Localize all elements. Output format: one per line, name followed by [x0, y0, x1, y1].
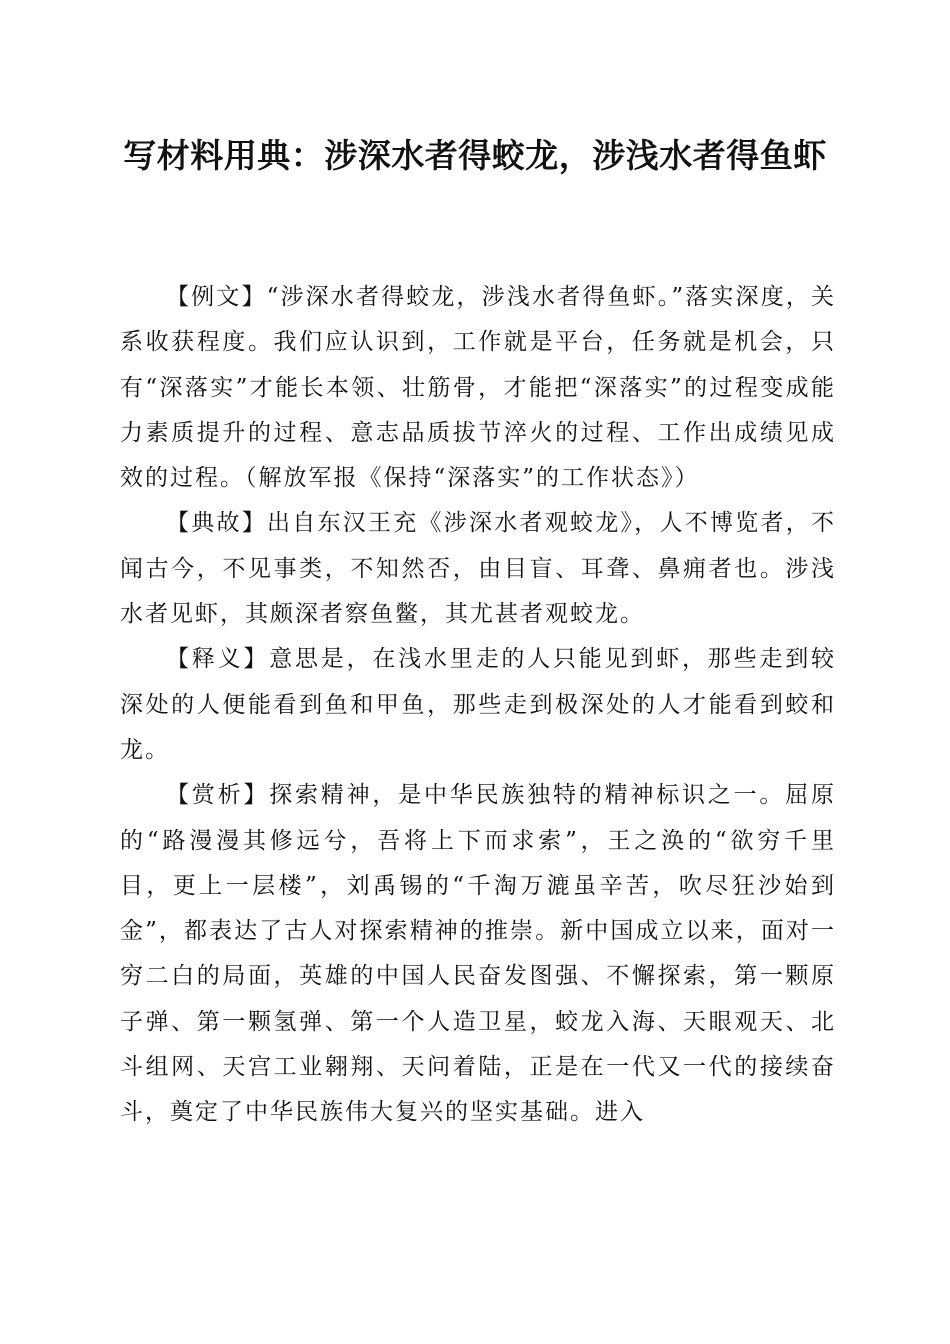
- paragraph-text: “涉深水者得蛟龙，涉浅水者得鱼虾。”落实深度，关系收获程度。我们应认识到，工作就是平台，任务就是机会，只有“深落实”才能长本领、壮筋骨，才能把“深落实”的过程变成能力素质提升的过程、意志品质拔节淬火的过程、工作出成绩见成效的过程。（解放军报《保持“深落实”的工作状态》）: [120, 284, 836, 492]
- paragraph-example: [120, 275, 836, 501]
- paragraph-tag: 【例文】: [166, 284, 267, 310]
- paragraph-allusion: [120, 501, 836, 637]
- paragraph-text: 意思是，在浅水里走的人只能见到虾，那些走到较深处的人便能看到鱼和甲鱼，那些走到极深处的人才能看到蛟和龙。: [120, 646, 837, 763]
- paragraph-appreciation: [120, 773, 836, 1135]
- document-title: 写材料用典：涉深水者得蛟龙，涉浅水者得鱼虾: [123, 136, 827, 175]
- paragraph-text: 出自东汉王充《涉深水者观蛟龙》，人不博览者，不闻古今，不见事类，不知然否，由目盲、耳聋、鼻痈者也。涉浅水者见虾，其颇深者察鱼鳖，其尤甚者观蛟龙。: [120, 510, 836, 628]
- document-body: [120, 275, 836, 1136]
- paragraph-text: 探索精神，是中华民族独特的精神标识之一。屈原的“路漫漫其修远兮，吾将上下而求索”，王之涣的“欲穷千里目，更上一层楼”，刘禹锡的“千淘万漉虽辛苦，吹尽狂沙始到金”，都表达了古人对探索精神的推崇。新中国成立以来，面对一穷二白的局面，英雄的中国人民奋发图强、不懈探索，第一颗原子弹、第一颗氢弹、第一个人造卫星，蛟龙入海、天眼观天、北斗组网、天宫工业翱翔、天问着陆，正是在一代又一代的接续奋斗，奠定了中华民族伟大复兴的坚实基础。进入: [120, 782, 837, 1126]
- paragraph-tag: 【典故】: [166, 510, 267, 537]
- paragraph-tag: 【释义】: [166, 646, 270, 673]
- paragraph-explanation: [120, 637, 836, 773]
- paragraph-tag: 【赏析】: [166, 782, 270, 809]
